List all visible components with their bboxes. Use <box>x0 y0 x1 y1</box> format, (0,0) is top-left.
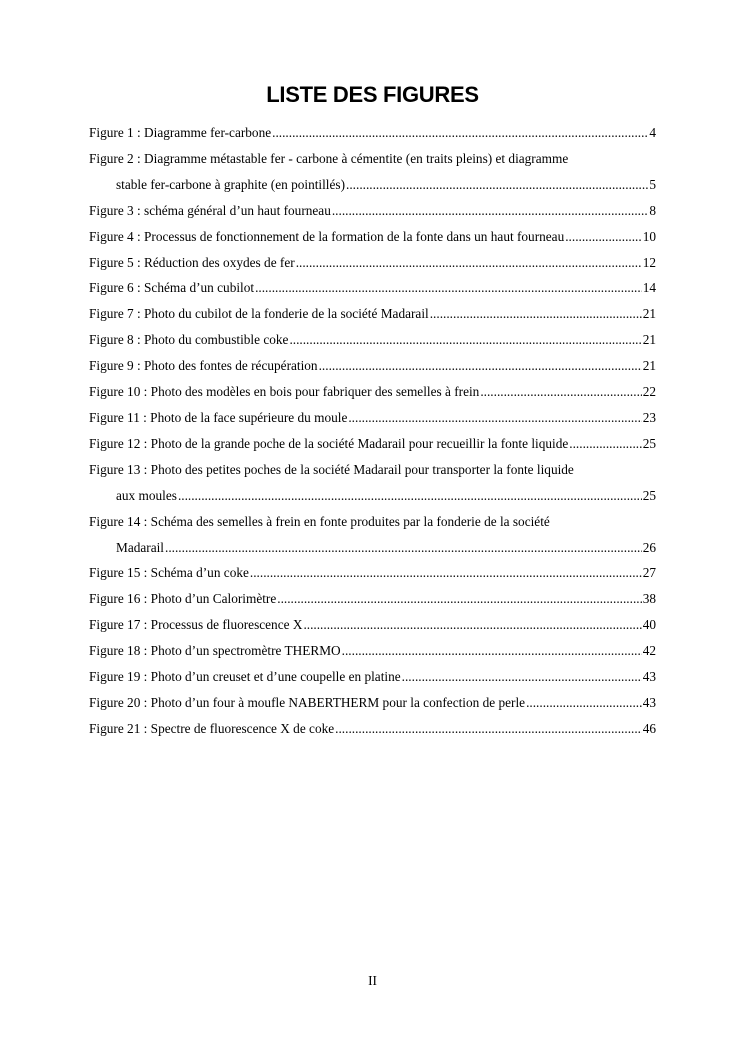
toc-entry[interactable] <box>89 664 656 690</box>
toc-entry-page: 21 <box>642 358 656 374</box>
toc-entry-page: 21 <box>642 306 656 322</box>
toc-entry-page: 25 <box>642 435 656 451</box>
toc-entry-line <box>89 405 656 431</box>
dot-leader <box>346 172 648 198</box>
toc-entry-page: 46 <box>642 720 656 736</box>
toc-entry-line <box>89 198 656 224</box>
toc-entry[interactable] <box>89 405 656 431</box>
toc-entry-line <box>89 172 656 198</box>
toc-entry[interactable] <box>89 353 656 379</box>
toc-entry-page: 38 <box>642 591 656 607</box>
toc-entry-line <box>89 146 656 172</box>
toc-entry[interactable] <box>89 379 656 405</box>
toc-entry[interactable] <box>89 586 656 612</box>
toc-entry-page: 43 <box>642 694 656 710</box>
toc-entry-title: Figure 4 : Processus de fonctionnement de la formation de la fonte dans un haut fourneau <box>89 228 565 244</box>
toc-entry-line <box>89 301 656 327</box>
toc-entry-line <box>89 431 656 457</box>
toc-entry-line <box>89 327 656 353</box>
toc-entry-line <box>89 716 656 742</box>
toc-entry-title: Figure 3 : schéma général d’un haut fourneau <box>89 202 331 218</box>
dot-leader <box>430 301 642 327</box>
toc-entry-title: Figure 21 : Spectre de fluorescence X de coke <box>89 720 335 736</box>
toc-entry-page: 12 <box>642 254 656 270</box>
toc-entry-page: 23 <box>642 409 656 425</box>
toc-entry-title: Figure 11 : Photo de la face supérieure du moule <box>89 409 348 425</box>
toc-entry-title: Figure 9 : Photo des fontes de récupération <box>89 358 318 374</box>
dot-leader <box>332 198 649 224</box>
toc-entry-line <box>89 379 656 405</box>
page-title: LISTE DES FIGURES <box>266 82 479 107</box>
toc-entry-title: Figure 18 : Photo d’un spectromètre THERMO <box>89 643 341 659</box>
toc-entry-line <box>89 224 656 250</box>
toc-entry-title: Figure 8 : Photo du combustible coke <box>89 332 289 348</box>
toc-entry-title: Figure 1 : Diagramme fer-carbone <box>89 125 272 140</box>
toc-entry-page: 14 <box>642 280 656 296</box>
dot-leader <box>335 716 642 742</box>
toc-entry-title: Figure 17 : Processus de fluorescence X <box>89 617 303 633</box>
dot-leader <box>165 535 642 561</box>
toc-entry[interactable] <box>89 146 656 198</box>
toc-entry-line <box>89 690 656 716</box>
toc-entry-title: Madarail <box>116 539 164 555</box>
toc-entry[interactable] <box>89 690 656 716</box>
toc-entry-line <box>89 612 656 638</box>
dot-leader <box>565 224 641 250</box>
toc-entry-title: Figure 20 : Photo d’un four à moufle NABERTHERM pour la confection de perle <box>89 694 526 710</box>
toc-entry-line <box>89 664 656 690</box>
toc-entry-page: 26 <box>642 539 656 555</box>
toc-entry[interactable] <box>89 457 656 509</box>
toc-entry-title: Figure 12 : Photo de la grande poche de la société Madarail pour recueillir la fonte liquide <box>89 435 569 451</box>
dot-leader <box>277 586 641 612</box>
toc-entry-title: Figure 19 : Photo d’un creuset et d’une coupelle en platine <box>89 669 401 685</box>
toc-entry-page: 4 <box>649 125 656 140</box>
toc-entry-title: Figure 10 : Photo des modèles en bois pour fabriquer des semelles à frein <box>89 384 480 400</box>
toc-entry[interactable] <box>89 327 656 353</box>
dot-leader <box>272 120 648 146</box>
toc-entry[interactable] <box>89 431 656 457</box>
toc-entry-title: Figure 16 : Photo d’un Calorimètre <box>89 591 277 607</box>
toc-entry-title: Figure 2 : Diagramme métastable fer - carbone à cémentite (en traits pleins) et diagramme <box>89 150 569 166</box>
toc-entry-title: Figure 5 : Réduction des oxydes de fer <box>89 254 295 270</box>
toc-entry-line <box>89 483 656 509</box>
toc-entry-page: 5 <box>649 176 656 192</box>
toc-entry-line <box>89 457 656 483</box>
toc-entry[interactable] <box>89 638 656 664</box>
dot-leader <box>402 664 642 690</box>
toc-entry[interactable] <box>89 716 656 742</box>
toc-entry-title: Figure 6 : Schéma d’un cubilot <box>89 280 255 296</box>
dot-leader <box>526 690 642 716</box>
toc-entry-line <box>89 353 656 379</box>
toc-entry-line <box>89 560 656 586</box>
toc-entry[interactable] <box>89 275 656 301</box>
dot-leader <box>255 275 642 301</box>
toc-entry-page: 42 <box>642 643 656 659</box>
toc-entry-line <box>89 120 656 146</box>
toc-entry[interactable] <box>89 560 656 586</box>
toc-entry-title: Figure 7 : Photo du cubilot de la fonderie de la société Madarail <box>89 306 429 322</box>
toc-entry-line <box>89 586 656 612</box>
dot-leader <box>319 353 642 379</box>
toc-entry-page: 21 <box>642 332 656 348</box>
toc-entry-line <box>89 535 656 561</box>
toc-entry-title: Figure 13 : Photo des petites poches de la société Madarail pour transporter la fonte liquide <box>89 461 574 477</box>
toc-entry-page: 27 <box>642 565 656 581</box>
dot-leader <box>303 612 641 638</box>
toc-entry[interactable] <box>89 509 656 561</box>
dot-leader <box>296 250 642 276</box>
toc-entry[interactable] <box>89 120 656 146</box>
toc-entry[interactable] <box>89 250 656 276</box>
figure-list <box>89 120 656 742</box>
toc-entry-line <box>89 250 656 276</box>
toc-entry-page: 25 <box>642 487 656 503</box>
toc-entry-page: 40 <box>642 617 656 633</box>
toc-entry[interactable] <box>89 224 656 250</box>
dot-leader <box>480 379 641 405</box>
page-number: II <box>368 973 377 988</box>
toc-entry[interactable] <box>89 612 656 638</box>
dot-leader <box>342 638 642 664</box>
dot-leader <box>348 405 641 431</box>
dot-leader <box>178 483 642 509</box>
toc-entry-page: 10 <box>642 228 656 244</box>
dot-leader <box>250 560 642 586</box>
dot-leader <box>569 431 641 457</box>
toc-entry-title: aux moules <box>116 487 177 503</box>
toc-entry[interactable] <box>89 198 656 224</box>
dot-leader <box>289 327 641 353</box>
toc-entry-title: Figure 15 : Schéma d’un coke <box>89 565 249 581</box>
toc-entry-page: 8 <box>649 202 656 218</box>
toc-entry-title: Figure 14 : Schéma des semelles à frein en fonte produites par la fonderie de la société <box>89 513 550 529</box>
toc-entry-line <box>89 509 656 535</box>
toc-entry-line <box>89 638 656 664</box>
toc-entry[interactable] <box>89 301 656 327</box>
toc-entry-page: 22 <box>642 384 656 400</box>
toc-entry-line <box>89 275 656 301</box>
toc-entry-page: 43 <box>642 669 656 685</box>
toc-entry-title: stable fer-carbone à graphite (en pointillés) <box>116 176 346 192</box>
